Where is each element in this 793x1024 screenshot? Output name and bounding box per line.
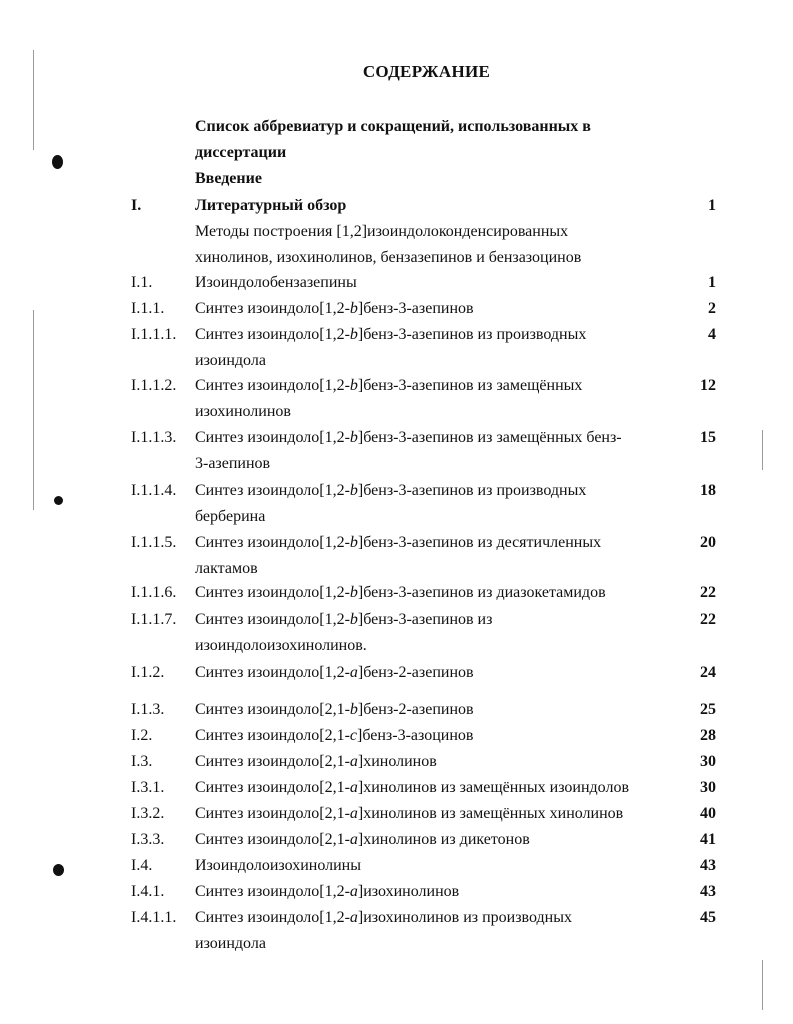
toc-entry-title	[195, 697, 675, 723]
toc-entry-number: I.1.1.3.	[131, 429, 177, 446]
toc-entry-line: Синтез изоиндоло[2,1-c]бенз-3-азоцинов	[195, 727, 474, 744]
toc-entry-line: лактамов	[195, 560, 258, 577]
toc-entry-number: I.4.1.1.	[131, 909, 177, 926]
toc-entry-number: I.1.3.	[131, 701, 165, 718]
toc-entry-line: Методы построения [1,2]изоиндолоконденсированных	[195, 223, 569, 240]
toc-entry-title	[195, 580, 675, 606]
toc-entry-line: Синтез изоиндоло[2,1-a]хинолинов из замещённых изоиндолов	[195, 779, 630, 796]
toc-entry-number: I.1.1.5.	[131, 534, 177, 551]
toc-entry-title	[195, 801, 675, 827]
toc-entry-page: 2	[708, 300, 716, 317]
toc-entry-page: 45	[700, 909, 716, 926]
toc-entry-line: Изоиндолобензазепины	[195, 274, 357, 291]
toc-entry-line: Изоиндолоизохинолины	[195, 857, 361, 874]
toc-entry-line: изоиндола	[195, 352, 266, 369]
toc-entry-page: 43	[700, 857, 716, 874]
toc-entry-page: 4	[708, 326, 716, 343]
toc-entry-title	[195, 749, 675, 775]
toc-entry-line: Синтез изоиндоло[1,2-a]изохинолинов из производных	[195, 909, 572, 926]
toc-entry-page: 22	[700, 584, 716, 601]
toc-entry-line: Синтез изоиндоло[1,2-a]бенз-2-азепинов	[195, 664, 474, 681]
toc-entry-page: 30	[700, 779, 716, 796]
toc-entry-line: Синтез изоиндоло[1,2-b]бенз-3-азепинов из замещённых	[195, 377, 583, 394]
toc-entry-title	[195, 905, 675, 957]
toc-entry-title	[195, 322, 675, 374]
toc-entry-number: I.1.1.2.	[131, 377, 177, 394]
toc-entry-page: 12	[700, 377, 716, 394]
toc-entry-number: I.1.	[131, 274, 153, 291]
toc-entry-page: 24	[700, 664, 716, 681]
toc-entry-line: изохинолинов	[195, 403, 291, 420]
toc-entry-number: I.4.1.	[131, 883, 165, 900]
toc-entry-title	[195, 853, 675, 879]
toc-entry-line: Синтез изоиндоло[1,2-b]бенз-3-азепинов из десятичленных	[195, 534, 602, 551]
toc-entry-line: Синтез изоиндоло[1,2-b]бенз-3-азепинов	[195, 300, 474, 317]
abbreviations-heading-line2: диссертации	[195, 144, 287, 161]
toc-entry-page: 30	[700, 753, 716, 770]
toc-entry-number: I.1.1.	[131, 300, 165, 317]
toc-entry-title	[195, 219, 675, 271]
toc-entry-line: хинолинов, изохинолинов, бензазепинов и бензазоцинов	[195, 249, 582, 266]
toc-entry-line: изоиндолоизохинолинов.	[195, 637, 367, 654]
toc-entry-number: I.1.1.4.	[131, 482, 177, 499]
toc-entry-number: I.3.1.	[131, 779, 165, 796]
toc-entry-page: 18	[700, 482, 716, 499]
toc-entry-number: I.1.1.7.	[131, 611, 177, 628]
toc-entry-number: I.1.2.	[131, 664, 165, 681]
toc-entry-line: Синтез изоиндоло[1,2-b]бенз-3-азепинов из производных	[195, 482, 587, 499]
toc-entry-page: 22	[700, 611, 716, 628]
toc-entry-title	[195, 775, 675, 801]
toc-entry-page: 25	[700, 701, 716, 718]
toc-entry-page: 15	[700, 429, 716, 446]
toc-entry-line: Синтез изоиндоло[1,2-b]бенз-3-азепинов из	[195, 611, 493, 628]
toc-entry-title	[195, 607, 675, 659]
toc-entry-title	[195, 193, 675, 219]
toc-entry-line: Синтез изоиндоло[2,1-b]бенз-2-азепинов	[195, 701, 474, 718]
toc-entry-number: I.4.	[131, 857, 153, 874]
toc-entry-line: Синтез изоиндоло[1,2-a]изохинолинов	[195, 883, 460, 900]
toc-entry-line: Синтез изоиндоло[1,2-b]бенз-3-азепинов из замещённых бенз-	[195, 429, 622, 446]
toc-entry-title	[195, 827, 675, 853]
toc-entry-number: I.	[131, 197, 142, 214]
toc-entry-title	[195, 270, 675, 296]
toc-entry-title	[195, 530, 675, 582]
toc-entry-page: 1	[708, 274, 716, 291]
toc-entry-line: Литературный обзор	[195, 197, 347, 214]
toc-entry-page: 28	[700, 727, 716, 744]
toc-entry-number: I.3.2.	[131, 805, 165, 822]
toc-entry-line: Синтез изоиндоло[2,1-a]хинолинов	[195, 753, 437, 770]
toc-entry-page: 41	[700, 831, 716, 848]
toc-entry-line: изоиндола	[195, 935, 266, 952]
toc-entry-title	[195, 425, 675, 477]
toc-entry-line: Синтез изоиндоло[2,1-a]хинолинов из дикетонов	[195, 831, 530, 848]
toc-entry-title	[195, 879, 675, 905]
toc-entry-number: I.3.3.	[131, 831, 165, 848]
toc-entry-page: 1	[708, 197, 716, 214]
toc-entry-title	[195, 660, 675, 686]
toc-entry-title	[195, 478, 675, 530]
toc-entry-page: 40	[700, 805, 716, 822]
abbreviations-heading-line1: Список аббревиатур и сокращений, использованных в	[195, 118, 591, 135]
toc-entry-line: 3-азепинов	[195, 455, 271, 472]
toc-entry-page: 20	[700, 534, 716, 551]
page-title: СОДЕРЖАНИЕ	[362, 62, 491, 81]
toc-entry-page: 43	[700, 883, 716, 900]
toc-entry-number: I.3.	[131, 753, 153, 770]
toc-entry-title	[195, 296, 675, 322]
introduction-heading: Введение	[195, 170, 262, 187]
toc-entry-line: Синтез изоиндоло[1,2-b]бенз-3-азепинов из диазокетамидов	[195, 584, 606, 601]
toc-entry-number: I.1.1.1.	[131, 326, 177, 343]
toc-entry-line: берберина	[195, 508, 266, 525]
toc-entry-line: Синтез изоиндоло[2,1-a]хинолинов из замещённых хинолинов	[195, 805, 624, 822]
toc-entry-number: I.1.1.6.	[131, 584, 177, 601]
toc-entry-title	[195, 723, 675, 749]
toc-entry-title	[195, 373, 675, 425]
toc-entry-line: Синтез изоиндоло[1,2-b]бенз-3-азепинов из производных	[195, 326, 587, 343]
toc-entry-number: I.2.	[131, 727, 153, 744]
